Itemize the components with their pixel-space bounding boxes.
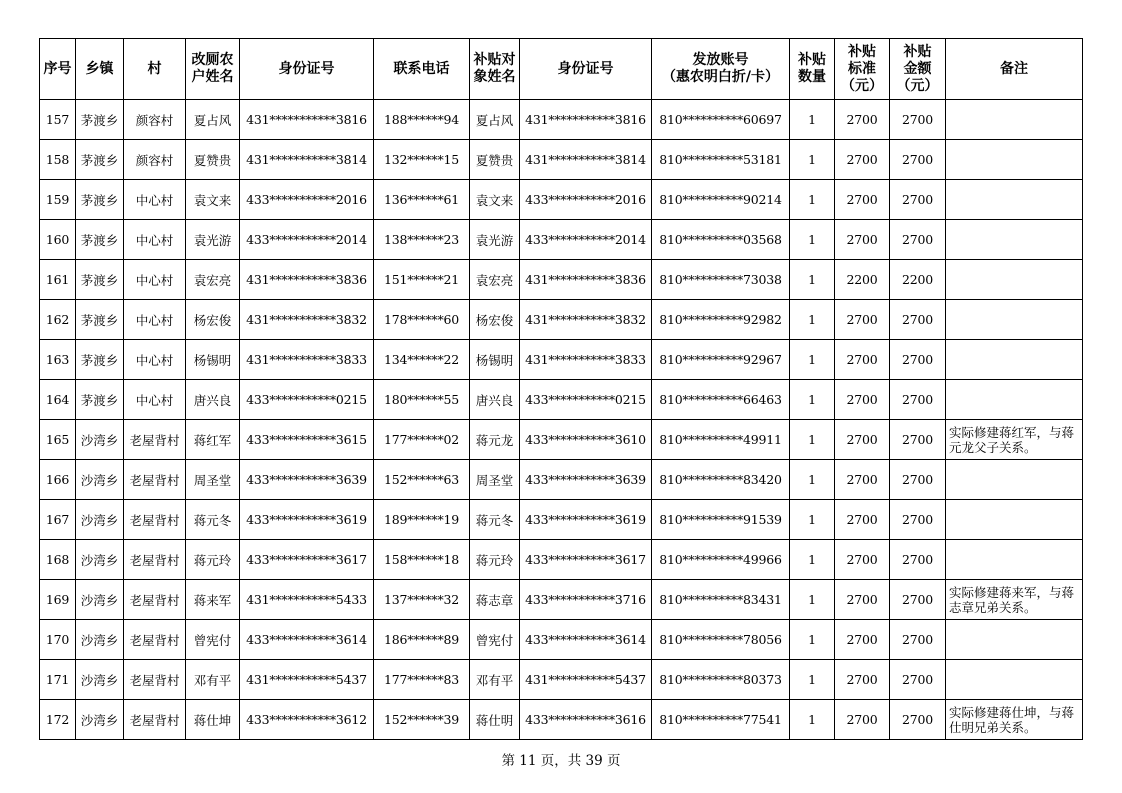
cell-town: 沙湾乡 bbox=[76, 460, 124, 500]
cell-owner-name: 蒋元玲 bbox=[186, 540, 240, 580]
cell-seq: 167 bbox=[40, 500, 76, 540]
cell-note bbox=[946, 460, 1083, 500]
cell-account: 810**********66463 bbox=[652, 380, 790, 420]
cell-owner-id: 433***********3639 bbox=[240, 460, 374, 500]
cell-standard: 2700 bbox=[835, 420, 890, 460]
cell-standard: 2700 bbox=[835, 300, 890, 340]
cell-amount: 2700 bbox=[890, 420, 946, 460]
cell-town: 沙湾乡 bbox=[76, 420, 124, 460]
cell-account: 810**********53181 bbox=[652, 140, 790, 180]
cell-subsidy-name: 杨锡明 bbox=[470, 340, 520, 380]
cell-amount: 2700 bbox=[890, 540, 946, 580]
header-standard: 补贴 标准 （元） bbox=[835, 39, 890, 100]
cell-town: 茅渡乡 bbox=[76, 140, 124, 180]
table-row bbox=[40, 100, 1083, 140]
cell-owner-name: 蒋红军 bbox=[186, 420, 240, 460]
cell-account: 810**********78056 bbox=[652, 620, 790, 660]
cell-owner-id: 431***********5433 bbox=[240, 580, 374, 620]
cell-qty: 1 bbox=[790, 460, 835, 500]
cell-village: 老屋背村 bbox=[124, 460, 186, 500]
cell-note bbox=[946, 260, 1083, 300]
cell-standard: 2700 bbox=[835, 500, 890, 540]
cell-phone: 189******19 bbox=[374, 500, 470, 540]
table-row bbox=[40, 300, 1083, 340]
cell-seq: 157 bbox=[40, 100, 76, 140]
table-row bbox=[40, 700, 1083, 740]
cell-owner-id: 433***********3619 bbox=[240, 500, 374, 540]
cell-qty: 1 bbox=[790, 660, 835, 700]
cell-amount: 2700 bbox=[890, 620, 946, 660]
cell-subsidy-id: 433***********3614 bbox=[520, 620, 652, 660]
cell-standard: 2700 bbox=[835, 700, 890, 740]
table-row bbox=[40, 580, 1083, 620]
cell-phone: 137******32 bbox=[374, 580, 470, 620]
cell-qty: 1 bbox=[790, 340, 835, 380]
cell-owner-name: 袁文来 bbox=[186, 180, 240, 220]
cell-owner-id: 433***********3614 bbox=[240, 620, 374, 660]
cell-seq: 160 bbox=[40, 220, 76, 260]
cell-subsidy-name: 袁文来 bbox=[470, 180, 520, 220]
cell-account: 810**********92967 bbox=[652, 340, 790, 380]
cell-amount: 2700 bbox=[890, 660, 946, 700]
cell-town: 沙湾乡 bbox=[76, 500, 124, 540]
cell-subsidy-name: 袁光游 bbox=[470, 220, 520, 260]
cell-account: 810**********49966 bbox=[652, 540, 790, 580]
cell-town: 沙湾乡 bbox=[76, 700, 124, 740]
cell-amount: 2700 bbox=[890, 100, 946, 140]
cell-account: 810**********92982 bbox=[652, 300, 790, 340]
cell-seq: 165 bbox=[40, 420, 76, 460]
cell-town: 茅渡乡 bbox=[76, 260, 124, 300]
cell-village: 老屋背村 bbox=[124, 700, 186, 740]
cell-owner-id: 431***********3833 bbox=[240, 340, 374, 380]
cell-standard: 2200 bbox=[835, 260, 890, 300]
cell-note bbox=[946, 300, 1083, 340]
cell-amount: 2700 bbox=[890, 460, 946, 500]
table-row bbox=[40, 340, 1083, 380]
header-seq: 序号 bbox=[40, 39, 76, 100]
cell-owner-name: 唐兴良 bbox=[186, 380, 240, 420]
table-row bbox=[40, 620, 1083, 660]
cell-phone: 132******15 bbox=[374, 140, 470, 180]
cell-town: 茅渡乡 bbox=[76, 100, 124, 140]
cell-qty: 1 bbox=[790, 220, 835, 260]
cell-amount: 2700 bbox=[890, 380, 946, 420]
cell-owner-name: 曾宪付 bbox=[186, 620, 240, 660]
cell-seq: 171 bbox=[40, 660, 76, 700]
table-row bbox=[40, 540, 1083, 580]
cell-phone: 177******83 bbox=[374, 660, 470, 700]
cell-seq: 168 bbox=[40, 540, 76, 580]
table-row bbox=[40, 660, 1083, 700]
cell-town: 沙湾乡 bbox=[76, 620, 124, 660]
cell-owner-id: 431***********3814 bbox=[240, 140, 374, 180]
cell-phone: 152******39 bbox=[374, 700, 470, 740]
cell-note: 实际修建蒋来军，与蒋志章兄弟关系。 bbox=[946, 580, 1083, 620]
cell-seq: 158 bbox=[40, 140, 76, 180]
header-owner-name: 改厕农 户姓名 bbox=[186, 39, 240, 100]
cell-note bbox=[946, 500, 1083, 540]
cell-subsidy-id: 433***********3639 bbox=[520, 460, 652, 500]
cell-note bbox=[946, 180, 1083, 220]
cell-seq: 170 bbox=[40, 620, 76, 660]
table-row bbox=[40, 260, 1083, 300]
cell-note bbox=[946, 340, 1083, 380]
cell-village: 颜容村 bbox=[124, 100, 186, 140]
cell-qty: 1 bbox=[790, 140, 835, 180]
header-owner-id: 身份证号 bbox=[240, 39, 374, 100]
cell-seq: 169 bbox=[40, 580, 76, 620]
cell-subsidy-name: 唐兴良 bbox=[470, 380, 520, 420]
table-row bbox=[40, 420, 1083, 460]
cell-owner-name: 蒋来军 bbox=[186, 580, 240, 620]
cell-phone: 152******63 bbox=[374, 460, 470, 500]
header-subsidy-id: 身份证号 bbox=[520, 39, 652, 100]
cell-subsidy-id: 431***********3832 bbox=[520, 300, 652, 340]
cell-subsidy-name: 蒋元龙 bbox=[470, 420, 520, 460]
cell-owner-name: 杨宏俊 bbox=[186, 300, 240, 340]
cell-amount: 2700 bbox=[890, 140, 946, 180]
cell-qty: 1 bbox=[790, 540, 835, 580]
cell-subsidy-name: 夏占风 bbox=[470, 100, 520, 140]
cell-town: 茅渡乡 bbox=[76, 300, 124, 340]
cell-amount: 2200 bbox=[890, 260, 946, 300]
cell-account: 810**********73038 bbox=[652, 260, 790, 300]
cell-standard: 2700 bbox=[835, 380, 890, 420]
table-row bbox=[40, 140, 1083, 180]
cell-owner-id: 431***********5437 bbox=[240, 660, 374, 700]
cell-account: 810**********60697 bbox=[652, 100, 790, 140]
cell-subsidy-id: 433***********3610 bbox=[520, 420, 652, 460]
header-village: 村 bbox=[124, 39, 186, 100]
cell-owner-id: 433***********2016 bbox=[240, 180, 374, 220]
cell-phone: 186******89 bbox=[374, 620, 470, 660]
table-body bbox=[40, 100, 1083, 740]
cell-subsidy-id: 433***********2014 bbox=[520, 220, 652, 260]
cell-owner-id: 433***********3615 bbox=[240, 420, 374, 460]
cell-phone: 188******94 bbox=[374, 100, 470, 140]
cell-note bbox=[946, 660, 1083, 700]
header-amount: 补贴 金额 （元） bbox=[890, 39, 946, 100]
cell-seq: 166 bbox=[40, 460, 76, 500]
table-row bbox=[40, 220, 1083, 260]
cell-owner-name: 夏赞贵 bbox=[186, 140, 240, 180]
footer-suffix: 页 bbox=[607, 753, 621, 769]
cell-owner-name: 夏占风 bbox=[186, 100, 240, 140]
cell-note bbox=[946, 100, 1083, 140]
cell-note bbox=[946, 380, 1083, 420]
cell-subsidy-id: 433***********0215 bbox=[520, 380, 652, 420]
cell-phone: 178******60 bbox=[374, 300, 470, 340]
cell-seq: 164 bbox=[40, 380, 76, 420]
cell-standard: 2700 bbox=[835, 340, 890, 380]
cell-village: 老屋背村 bbox=[124, 580, 186, 620]
cell-owner-id: 431***********3836 bbox=[240, 260, 374, 300]
cell-subsidy-name: 杨宏俊 bbox=[470, 300, 520, 340]
cell-subsidy-id: 431***********3816 bbox=[520, 100, 652, 140]
cell-note bbox=[946, 620, 1083, 660]
cell-subsidy-name: 周圣堂 bbox=[470, 460, 520, 500]
cell-standard: 2700 bbox=[835, 660, 890, 700]
cell-owner-id: 433***********2014 bbox=[240, 220, 374, 260]
cell-qty: 1 bbox=[790, 380, 835, 420]
footer-total-pages: 39 bbox=[585, 753, 603, 769]
cell-owner-name: 蒋仕坤 bbox=[186, 700, 240, 740]
cell-seq: 159 bbox=[40, 180, 76, 220]
cell-owner-id: 431***********3816 bbox=[240, 100, 374, 140]
cell-subsidy-name: 夏赞贵 bbox=[470, 140, 520, 180]
cell-village: 老屋背村 bbox=[124, 540, 186, 580]
cell-standard: 2700 bbox=[835, 460, 890, 500]
cell-seq: 163 bbox=[40, 340, 76, 380]
cell-town: 沙湾乡 bbox=[76, 540, 124, 580]
cell-town: 沙湾乡 bbox=[76, 580, 124, 620]
cell-seq: 161 bbox=[40, 260, 76, 300]
cell-town: 茅渡乡 bbox=[76, 340, 124, 380]
cell-amount: 2700 bbox=[890, 220, 946, 260]
cell-town: 沙湾乡 bbox=[76, 660, 124, 700]
cell-qty: 1 bbox=[790, 100, 835, 140]
cell-subsidy-name: 蒋元玲 bbox=[470, 540, 520, 580]
cell-village: 中心村 bbox=[124, 340, 186, 380]
cell-owner-name: 邓有平 bbox=[186, 660, 240, 700]
subsidy-roster-table bbox=[39, 38, 1083, 740]
cell-account: 810**********03568 bbox=[652, 220, 790, 260]
cell-village: 中心村 bbox=[124, 260, 186, 300]
cell-village: 中心村 bbox=[124, 300, 186, 340]
table-row bbox=[40, 500, 1083, 540]
header-account: 发放账号 （惠农明白折/卡） bbox=[652, 39, 790, 100]
cell-standard: 2700 bbox=[835, 180, 890, 220]
cell-standard: 2700 bbox=[835, 580, 890, 620]
cell-phone: 138******23 bbox=[374, 220, 470, 260]
cell-amount: 2700 bbox=[890, 180, 946, 220]
cell-note: 实际修建蒋仕坤，与蒋仕明兄弟关系。 bbox=[946, 700, 1083, 740]
cell-owner-id: 431***********3832 bbox=[240, 300, 374, 340]
cell-town: 茅渡乡 bbox=[76, 180, 124, 220]
cell-subsidy-name: 邓有平 bbox=[470, 660, 520, 700]
header-town: 乡镇 bbox=[76, 39, 124, 100]
cell-note: 实际修建蒋红军，与蒋元龙父子关系。 bbox=[946, 420, 1083, 460]
page-footer bbox=[0, 749, 1122, 769]
cell-standard: 2700 bbox=[835, 620, 890, 660]
cell-note bbox=[946, 140, 1083, 180]
cell-phone: 136******61 bbox=[374, 180, 470, 220]
cell-standard: 2700 bbox=[835, 140, 890, 180]
table-row bbox=[40, 460, 1083, 500]
header-phone: 联系电话 bbox=[374, 39, 470, 100]
cell-seq: 172 bbox=[40, 700, 76, 740]
cell-town: 茅渡乡 bbox=[76, 220, 124, 260]
cell-amount: 2700 bbox=[890, 340, 946, 380]
cell-phone: 151******21 bbox=[374, 260, 470, 300]
cell-subsidy-name: 袁宏亮 bbox=[470, 260, 520, 300]
cell-account: 810**********90214 bbox=[652, 180, 790, 220]
header-qty: 补贴 数量 bbox=[790, 39, 835, 100]
header-row bbox=[40, 39, 1083, 100]
cell-qty: 1 bbox=[790, 500, 835, 540]
cell-qty: 1 bbox=[790, 620, 835, 660]
table-row bbox=[40, 180, 1083, 220]
cell-amount: 2700 bbox=[890, 580, 946, 620]
cell-subsidy-id: 433***********3716 bbox=[520, 580, 652, 620]
cell-amount: 2700 bbox=[890, 700, 946, 740]
cell-village: 老屋背村 bbox=[124, 500, 186, 540]
cell-town: 茅渡乡 bbox=[76, 380, 124, 420]
cell-qty: 1 bbox=[790, 420, 835, 460]
cell-subsidy-id: 431***********3833 bbox=[520, 340, 652, 380]
cell-qty: 1 bbox=[790, 580, 835, 620]
cell-qty: 1 bbox=[790, 260, 835, 300]
cell-village: 老屋背村 bbox=[124, 420, 186, 460]
cell-owner-name: 蒋元冬 bbox=[186, 500, 240, 540]
cell-subsidy-name: 曾宪付 bbox=[470, 620, 520, 660]
cell-subsidy-name: 蒋志章 bbox=[470, 580, 520, 620]
cell-subsidy-id: 431***********3836 bbox=[520, 260, 652, 300]
cell-account: 810**********83431 bbox=[652, 580, 790, 620]
cell-subsidy-name: 蒋仕明 bbox=[470, 700, 520, 740]
cell-qty: 1 bbox=[790, 300, 835, 340]
cell-subsidy-id: 433***********3617 bbox=[520, 540, 652, 580]
cell-note bbox=[946, 540, 1083, 580]
cell-standard: 2700 bbox=[835, 100, 890, 140]
cell-subsidy-id: 431***********3814 bbox=[520, 140, 652, 180]
cell-owner-name: 袁光游 bbox=[186, 220, 240, 260]
cell-phone: 177******02 bbox=[374, 420, 470, 460]
cell-owner-name: 袁宏亮 bbox=[186, 260, 240, 300]
cell-account: 810**********91539 bbox=[652, 500, 790, 540]
cell-subsidy-id: 433***********2016 bbox=[520, 180, 652, 220]
cell-phone: 180******55 bbox=[374, 380, 470, 420]
cell-note bbox=[946, 220, 1083, 260]
cell-owner-id: 433***********0215 bbox=[240, 380, 374, 420]
cell-village: 老屋背村 bbox=[124, 620, 186, 660]
cell-standard: 2700 bbox=[835, 220, 890, 260]
cell-village: 中心村 bbox=[124, 380, 186, 420]
header-note: 备注 bbox=[946, 39, 1083, 100]
cell-owner-name: 杨锡明 bbox=[186, 340, 240, 380]
cell-seq: 162 bbox=[40, 300, 76, 340]
cell-owner-name: 周圣堂 bbox=[186, 460, 240, 500]
cell-qty: 1 bbox=[790, 180, 835, 220]
cell-subsidy-id: 433***********3616 bbox=[520, 700, 652, 740]
cell-standard: 2700 bbox=[835, 540, 890, 580]
cell-village: 中心村 bbox=[124, 220, 186, 260]
table-row bbox=[40, 380, 1083, 420]
cell-qty: 1 bbox=[790, 700, 835, 740]
footer-page-number: 11 bbox=[519, 753, 537, 769]
footer-prefix: 第 bbox=[501, 753, 515, 769]
cell-phone: 158******18 bbox=[374, 540, 470, 580]
cell-account: 810**********49911 bbox=[652, 420, 790, 460]
header-subsidy-name: 补贴对 象姓名 bbox=[470, 39, 520, 100]
cell-village: 颜容村 bbox=[124, 140, 186, 180]
cell-owner-id: 433***********3612 bbox=[240, 700, 374, 740]
cell-subsidy-id: 433***********3619 bbox=[520, 500, 652, 540]
cell-owner-id: 433***********3617 bbox=[240, 540, 374, 580]
cell-amount: 2700 bbox=[890, 500, 946, 540]
cell-village: 中心村 bbox=[124, 180, 186, 220]
cell-account: 810**********83420 bbox=[652, 460, 790, 500]
cell-village: 老屋背村 bbox=[124, 660, 186, 700]
cell-account: 810**********77541 bbox=[652, 700, 790, 740]
cell-subsidy-id: 431***********5437 bbox=[520, 660, 652, 700]
cell-phone: 134******22 bbox=[374, 340, 470, 380]
cell-subsidy-name: 蒋元冬 bbox=[470, 500, 520, 540]
cell-account: 810**********80373 bbox=[652, 660, 790, 700]
cell-amount: 2700 bbox=[890, 300, 946, 340]
footer-middle: 页，共 bbox=[540, 753, 582, 769]
